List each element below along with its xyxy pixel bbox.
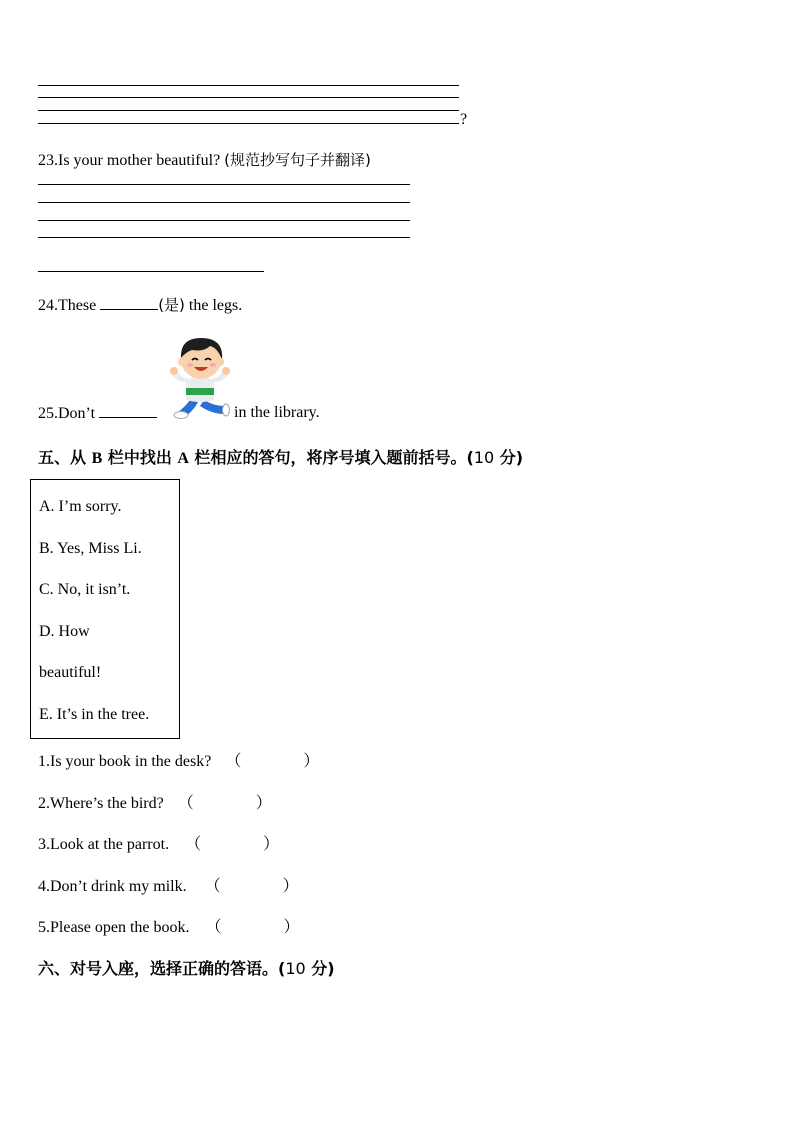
question-text: in the library. <box>234 404 320 421</box>
option-e: E. It’s in the tree. <box>39 706 150 723</box>
question-text: 3.Look at the parrot. <box>38 836 170 853</box>
answer-line[interactable] <box>38 202 410 203</box>
answer-line[interactable] <box>38 97 459 98</box>
match-question-5 <box>38 918 300 938</box>
answer-bracket[interactable]: （ ） <box>177 795 272 812</box>
boy-jumping-icon <box>168 334 234 420</box>
question-text: Is your mother beautiful? <box>58 152 225 169</box>
question-text: 5.Please open the book. <box>38 919 190 936</box>
match-question-3 <box>38 835 279 855</box>
question-25 <box>38 403 157 424</box>
match-question-1 <box>38 752 319 772</box>
question-number: 25. <box>38 405 58 422</box>
question-text: 4.Don’t drink my milk. <box>38 878 187 895</box>
question-text: These <box>58 297 101 314</box>
question-mark: ? <box>460 111 468 128</box>
answer-line[interactable] <box>38 184 410 185</box>
question-number: 23. <box>38 152 58 169</box>
answer-bracket[interactable]: （ ） <box>204 878 299 895</box>
section-5-title: 五、从 B 栏中找出 A 栏相应的答句，将序号填入题前括号。(10 分) <box>38 448 524 467</box>
answer-line[interactable] <box>38 85 459 86</box>
question-number: 24. <box>38 297 58 314</box>
hint-text: (是) <box>158 296 185 314</box>
answer-line[interactable] <box>38 220 410 221</box>
question-text: 1.Is your book in the desk? <box>38 753 212 770</box>
answer-line[interactable] <box>38 237 410 238</box>
answer-bracket[interactable]: （ ） <box>205 919 300 936</box>
answer-line[interactable] <box>38 110 459 111</box>
answer-line[interactable] <box>38 123 459 124</box>
question-instruction: (规范抄写句子并翻译) <box>224 151 371 169</box>
option-d: D. How <box>39 623 90 640</box>
match-question-4 <box>38 877 299 897</box>
fill-in-blank[interactable] <box>100 295 158 310</box>
options-box-b <box>30 479 180 739</box>
question-text: the legs. <box>184 297 243 314</box>
question-23 <box>38 150 371 171</box>
question-24 <box>38 295 242 316</box>
option-c: C. No, it isn’t. <box>39 581 131 598</box>
question-text: Don’t <box>58 405 100 422</box>
option-a: A. I’m sorry. <box>39 498 122 515</box>
answer-bracket[interactable]: （ ） <box>185 836 280 853</box>
answer-line[interactable] <box>38 271 264 272</box>
boy-jumping-picture <box>168 334 234 420</box>
option-d-continued: beautiful! <box>39 664 102 681</box>
fill-in-blank[interactable] <box>99 403 157 418</box>
match-question-2 <box>38 794 272 814</box>
section-6-title: 六、对号入座，选择正确的答语。(10 分) <box>38 959 335 978</box>
question-text: 2.Where’s the bird? <box>38 795 164 812</box>
answer-bracket[interactable]: （ ） <box>225 753 320 770</box>
option-b: B. Yes, Miss Li. <box>39 540 142 557</box>
